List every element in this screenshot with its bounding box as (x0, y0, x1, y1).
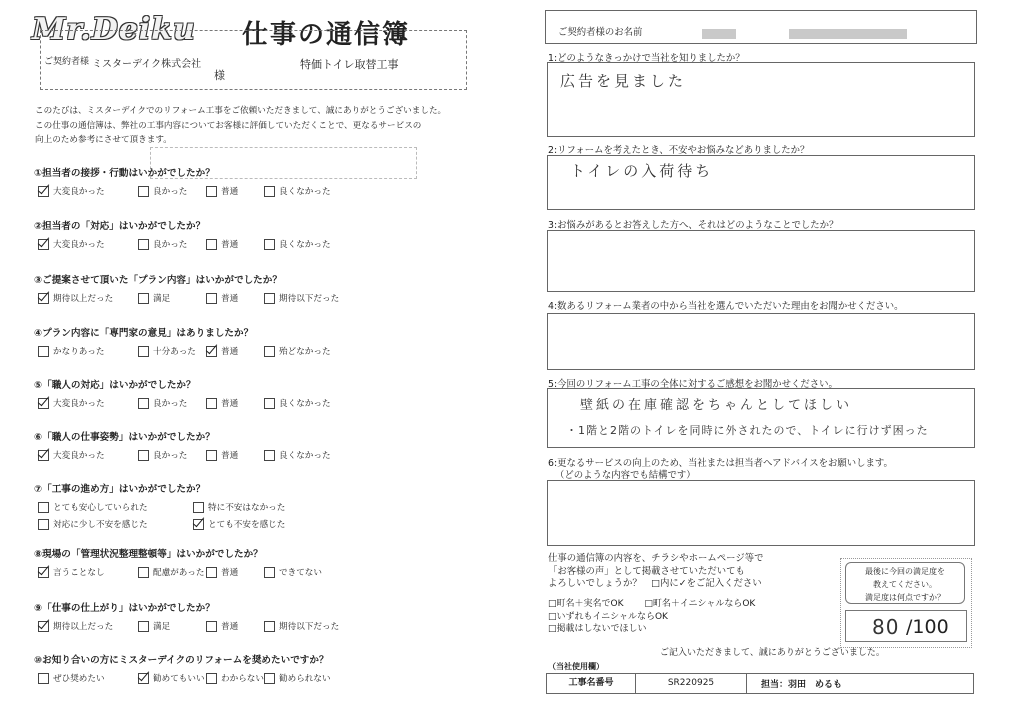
checkbox[interactable] (138, 239, 149, 250)
checkbox[interactable] (264, 567, 275, 578)
checked-checkbox[interactable] (38, 621, 49, 632)
option-label: 配慮があった (153, 568, 205, 578)
question-7-label: ⑦「工事の進め方」はいかがでしたか？ (34, 484, 206, 495)
q5-answer-line-2: ・1階と2階のトイレを同時に外されたので、トイレに行けず困った (566, 424, 929, 437)
checked-checkbox[interactable] (38, 239, 49, 250)
option-label: とても不安を感じた (208, 520, 286, 530)
question-10-option[interactable] (264, 672, 331, 684)
option-label: 普通 (221, 399, 239, 409)
q3-label: 3:お悩みがあるとお答えした方へ、それはどのようなことでしたか？ (548, 220, 839, 231)
question-7-option[interactable] (193, 501, 285, 513)
option-label: 良かった (153, 240, 188, 250)
checkbox[interactable] (38, 519, 49, 530)
honorific: 様 (214, 69, 225, 82)
checkbox[interactable] (206, 239, 217, 250)
option-label: 良くなかった (279, 399, 331, 409)
question-5-option[interactable] (38, 397, 105, 409)
checkbox[interactable] (138, 398, 149, 409)
intro-text (35, 104, 455, 148)
question-1-option[interactable] (138, 185, 187, 197)
question-8-option[interactable] (38, 566, 105, 578)
question-3-option[interactable] (138, 292, 170, 304)
q3-answer-box (547, 230, 975, 292)
checkbox[interactable] (38, 502, 49, 513)
q2-answer: トイレの入荷待ち (570, 162, 714, 180)
name-label: ご契約者様のお名前 (558, 27, 643, 38)
q6-sublabel: （どのような内容でも結構です） (555, 470, 696, 481)
consent-option-1[interactable]: □町名＋実名でOK (548, 599, 624, 609)
work-no-value: SR220925 (636, 674, 747, 693)
question-5-label: ⑤「職人の対応」はいかがでしたか？ (34, 380, 196, 391)
option-label: 良くなかった (279, 240, 331, 250)
option-label: 勧められない (279, 674, 331, 684)
option-label: 良かった (153, 187, 188, 197)
intro-line-2: この仕事の通信簿は、弊社の工事内容についてお客様に評価していただくことで、更なるサービスの (35, 120, 422, 131)
checkbox[interactable] (264, 239, 275, 250)
q2-label: 2:リフォームを考えたとき、不安やお悩みなどありましたか？ (548, 145, 810, 156)
checkbox[interactable] (206, 450, 217, 461)
checkbox[interactable] (206, 621, 217, 632)
checked-checkbox[interactable] (38, 398, 49, 409)
q4-answer-box (547, 313, 975, 370)
checked-checkbox[interactable] (38, 450, 49, 461)
checkbox[interactable] (264, 346, 275, 357)
question-3-option[interactable] (38, 292, 113, 304)
option-label: 大変良かった (53, 240, 105, 250)
score-max: /100 (906, 616, 949, 638)
question-10-option[interactable] (138, 672, 205, 684)
checked-checkbox[interactable] (206, 346, 217, 357)
checkbox[interactable] (264, 186, 275, 197)
option-label: 良くなかった (279, 187, 331, 197)
intro-line-3: 向上のため参考にさせて頂きます。 (35, 135, 172, 145)
option-label: 対応に少し不安を感じた (53, 520, 148, 530)
question-10-option[interactable] (38, 672, 105, 684)
question-4-option[interactable] (38, 345, 104, 357)
option-label: とても安心していられた (53, 503, 148, 513)
question-10-label: ⑩お知り合いの方にミスターデイクのリフォームを奨めたいですか？ (34, 655, 329, 666)
consent-option-2[interactable]: □町名＋イニシャルならOK (644, 599, 756, 609)
consent-line-3: よろしいでしょうか？ □内に✓をご記入ください (548, 578, 762, 589)
question-7-option[interactable] (38, 501, 148, 513)
question-5-option[interactable] (206, 397, 238, 409)
question-9-label: ⑨「仕事の仕上がり」はいかがでしたか？ (34, 603, 215, 614)
option-label: 普通 (221, 568, 239, 578)
option-label: 勧めてもいい (153, 674, 205, 684)
question-1-option[interactable] (38, 185, 105, 197)
question-2-option[interactable] (138, 238, 187, 250)
consent-text (548, 553, 763, 591)
checkbox[interactable] (264, 293, 275, 304)
intro-line-1: このたびは、ミスターデイクでのリフォーム工事をご依頼いただきまして、誠にありがとうございました。 (35, 106, 447, 116)
thanks-text: ご記入いただきまして、誠にありがとうございました。 (660, 648, 885, 658)
question-4-label: ④プラン内容に「専門家の意見」はありましたか？ (34, 328, 254, 339)
option-label: 満足 (153, 294, 171, 304)
question-2-option[interactable] (38, 238, 105, 250)
question-4-option[interactable] (138, 345, 196, 357)
checkbox[interactable] (206, 186, 217, 197)
option-label: 大変良かった (53, 399, 105, 409)
checkbox[interactable] (38, 673, 49, 684)
checked-checkbox[interactable] (138, 673, 149, 684)
q5-answer-line-1: 壁紙の在庫確認をちゃんとしてほしい (580, 398, 853, 413)
consent-line-1: 仕事の通信簿の内容を、チラシやホームページ等で (548, 553, 764, 564)
satisfaction-prompt-2: 教えてください。 (873, 580, 937, 589)
option-label: 普通 (221, 240, 239, 250)
satisfaction-prompt-3: 満足度は何点ですか？ (865, 593, 945, 602)
satisfaction-prompt-1: 最後に今回の満足度を (865, 567, 945, 576)
checkbox[interactable] (138, 346, 149, 357)
question-2-option[interactable] (206, 238, 238, 250)
company-name: ミスターデイク株式会社 (92, 59, 202, 70)
question-8-option[interactable] (206, 566, 238, 578)
checkbox[interactable] (193, 502, 204, 513)
option-label: 普通 (221, 187, 239, 197)
question-6-option[interactable] (264, 449, 331, 461)
q5-label: 5:今回のリフォーム工事の全体に対するご感想をお聞かせください。 (548, 379, 838, 390)
question-7-option[interactable] (38, 518, 148, 530)
consent-line-2: 「お客様の声」として掲載させていただいても (548, 565, 745, 577)
option-label: 特に不安はなかった (208, 503, 286, 513)
work-name: 特価トイレ取替工事 (300, 58, 399, 71)
option-label: 満足 (153, 622, 171, 632)
checkbox[interactable] (206, 398, 217, 409)
question-8-label: ⑧現場の「管理状況整理整頓等」はいかがでしたか？ (34, 549, 263, 560)
question-2-label: ②担当者の「対応」はいかがでしたか？ (34, 221, 206, 232)
question-3-option[interactable] (206, 292, 238, 304)
question-4-option[interactable] (264, 345, 331, 357)
question-9-option[interactable] (38, 620, 113, 632)
question-1-label: ①担当者の接拶・行動はいかがでしたか？ (34, 168, 215, 179)
option-label: 期待以上だった (53, 294, 114, 304)
checked-checkbox[interactable] (38, 567, 49, 578)
question-8-option[interactable] (138, 566, 204, 578)
checkbox[interactable] (264, 621, 275, 632)
checkbox[interactable] (138, 186, 149, 197)
checkbox[interactable] (206, 673, 217, 684)
checked-checkbox[interactable] (38, 186, 49, 197)
checked-checkbox[interactable] (193, 519, 204, 530)
option-label: 普通 (221, 451, 239, 461)
checkbox[interactable] (138, 450, 149, 461)
question-3-option[interactable] (264, 292, 339, 304)
document-title: 仕事の通信簿 (242, 20, 411, 50)
option-label: 普通 (221, 347, 239, 357)
q1-label: 1:どのようなきっかけで当社を知りましたか？ (548, 53, 745, 64)
checked-checkbox[interactable] (38, 293, 49, 304)
q6-answer-box (547, 480, 975, 546)
option-label: かなりあった (53, 347, 105, 357)
checkbox[interactable] (264, 398, 275, 409)
company-logo: Mr.Deiku (32, 12, 196, 47)
question-10-option[interactable] (206, 672, 264, 684)
question-1-option[interactable] (206, 185, 238, 197)
checkbox[interactable] (38, 346, 49, 357)
checkbox[interactable] (264, 450, 275, 461)
consent-option-3[interactable]: □いずれもイニシャルならOK (548, 611, 668, 622)
checkbox[interactable] (206, 567, 217, 578)
option-label: 良かった (153, 399, 188, 409)
option-label: 良かった (153, 451, 188, 461)
option-label: 殆どなかった (279, 347, 331, 357)
work-no-label: 工事名番号 (547, 674, 636, 693)
office-use-box (546, 673, 974, 694)
option-label: ぜひ奨めたい (53, 674, 105, 684)
option-label: 普通 (221, 622, 239, 632)
option-label: 期待以上だった (53, 622, 114, 632)
checkbox[interactable] (138, 567, 149, 578)
question-6-label: ⑥「職人の仕事姿勢」はいかがでしたか？ (34, 432, 215, 443)
question-6-option[interactable] (138, 449, 187, 461)
question-5-option[interactable] (138, 397, 187, 409)
question-6-option[interactable] (206, 449, 238, 461)
option-label: 大変良かった (53, 187, 105, 197)
option-label: 期待以下だった (279, 294, 340, 304)
checkbox[interactable] (264, 673, 275, 684)
question-7-option[interactable] (193, 518, 285, 530)
option-label: わからない (221, 674, 264, 684)
consent-option-4[interactable]: □掲載はしないでほしい (548, 624, 647, 634)
question-9-option[interactable] (138, 620, 170, 632)
checkbox[interactable] (138, 621, 149, 632)
q6-label: 6:更なるサービスの向上のため、当社または担当者へアドバイスをお願いします。 (548, 458, 893, 469)
option-label: 大変良かった (53, 451, 105, 461)
option-label: できてない (279, 568, 322, 578)
question-9-option[interactable] (264, 620, 339, 632)
question-2-option[interactable] (264, 238, 331, 250)
option-label: 期待以下だった (279, 622, 340, 632)
staff-name: 担当：羽田 めるも (761, 680, 843, 690)
option-label: 普通 (221, 294, 239, 304)
question-1-option[interactable] (264, 185, 331, 197)
question-6-option[interactable] (38, 449, 105, 461)
question-3-label: ③ご提案させて頂いた「プラン内容」はいかがでしたか？ (34, 275, 282, 286)
question-4-option[interactable] (206, 345, 238, 357)
option-label: 十分あった (153, 347, 196, 357)
customer-label: ご契約者様 (44, 57, 90, 67)
option-label: 良くなかった (279, 451, 331, 461)
question-5-option[interactable] (264, 397, 331, 409)
question-8-option[interactable] (264, 566, 322, 578)
q4-label: 4:数あるリフォーム業者の中から当社を選んでいただいた理由をお聞かせください。 (548, 301, 904, 312)
satisfaction-prompt-box (845, 562, 965, 604)
consent-options (548, 598, 755, 636)
score-value: 80 (872, 615, 900, 639)
question-9-option[interactable] (206, 620, 238, 632)
office-use-label: （当社使用欄） (548, 662, 604, 671)
checkbox[interactable] (206, 293, 217, 304)
q1-answer: 広告を見ました (560, 72, 687, 90)
checkbox[interactable] (138, 293, 149, 304)
name-redacted (702, 24, 907, 43)
option-label: 言うことなし (53, 568, 105, 578)
